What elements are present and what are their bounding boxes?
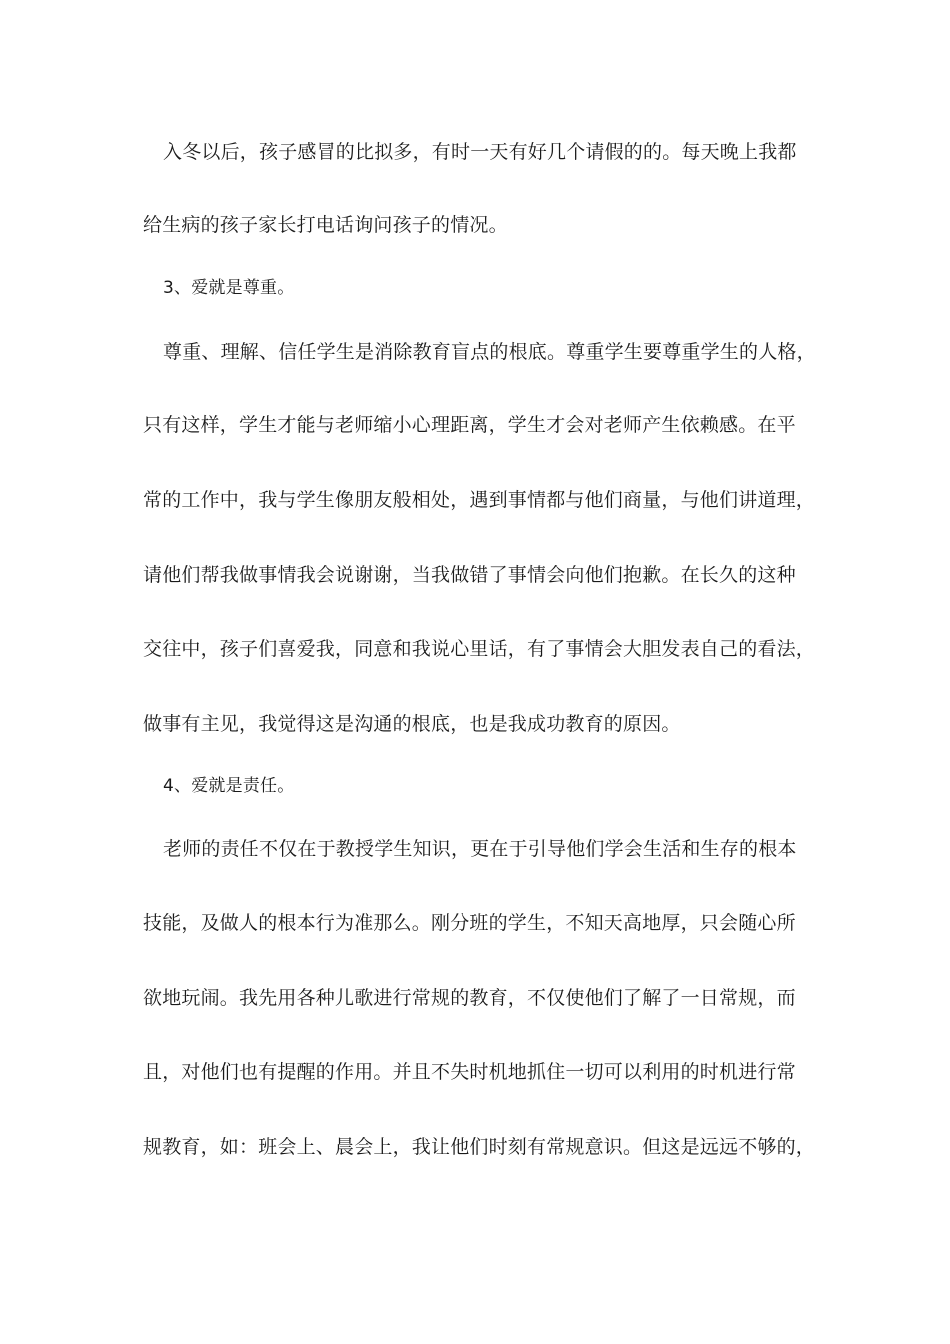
- paragraph-line: 尊重、理解、信任学生是消除教育盲点的根底。尊重学生要尊重学生的人格，: [163, 341, 816, 363]
- paragraph-line: 老师的责任不仅在于教授学生知识，更在于引导他们学会生活和生存的根本: [163, 838, 797, 860]
- paragraph-line: 给生病的孩子家长打电话询问孩子的情况。: [143, 214, 508, 236]
- paragraph-line: 入冬以后，孩子感冒的比拟多，有时一天有好几个请假的的。每天晚上我都: [163, 141, 797, 163]
- section-heading: 3、爱就是尊重。: [163, 278, 295, 298]
- paragraph-line: 且，对他们也有提醒的作用。并且不失时机地抓住一切可以利用的时机进行常: [143, 1061, 796, 1083]
- paragraph-line: 规教育，如：班会上、晨会上，我让他们时刻有常规意识。但这是远远不够的，: [143, 1136, 816, 1158]
- paragraph-line: 请他们帮我做事情我会说谢谢，当我做错了事情会向他们抱歉。在长久的这种: [143, 564, 796, 586]
- paragraph-line: 常的工作中，我与学生像朋友般相处，遇到事情都与他们商量，与他们讲道理，: [143, 489, 816, 511]
- section-heading: 4、爱就是责任。: [163, 776, 295, 796]
- paragraph-line: 欲地玩闹。我先用各种儿歌进行常规的教育，不仅使他们了解了一日常规，而: [143, 987, 796, 1009]
- paragraph-line: 做事有主见，我觉得这是沟通的根底，也是我成功教育的原因。: [143, 713, 681, 735]
- paragraph-line: 只有这样，学生才能与老师缩小心理距离，学生才会对老师产生依赖感。在平: [143, 414, 796, 436]
- paragraph-line: 技能，及做人的根本行为准那么。刚分班的学生，不知天高地厚，只会随心所: [143, 912, 796, 934]
- paragraph-line: 交往中，孩子们喜爱我，同意和我说心里话，有了事情会大胆发表自己的看法，: [143, 638, 816, 660]
